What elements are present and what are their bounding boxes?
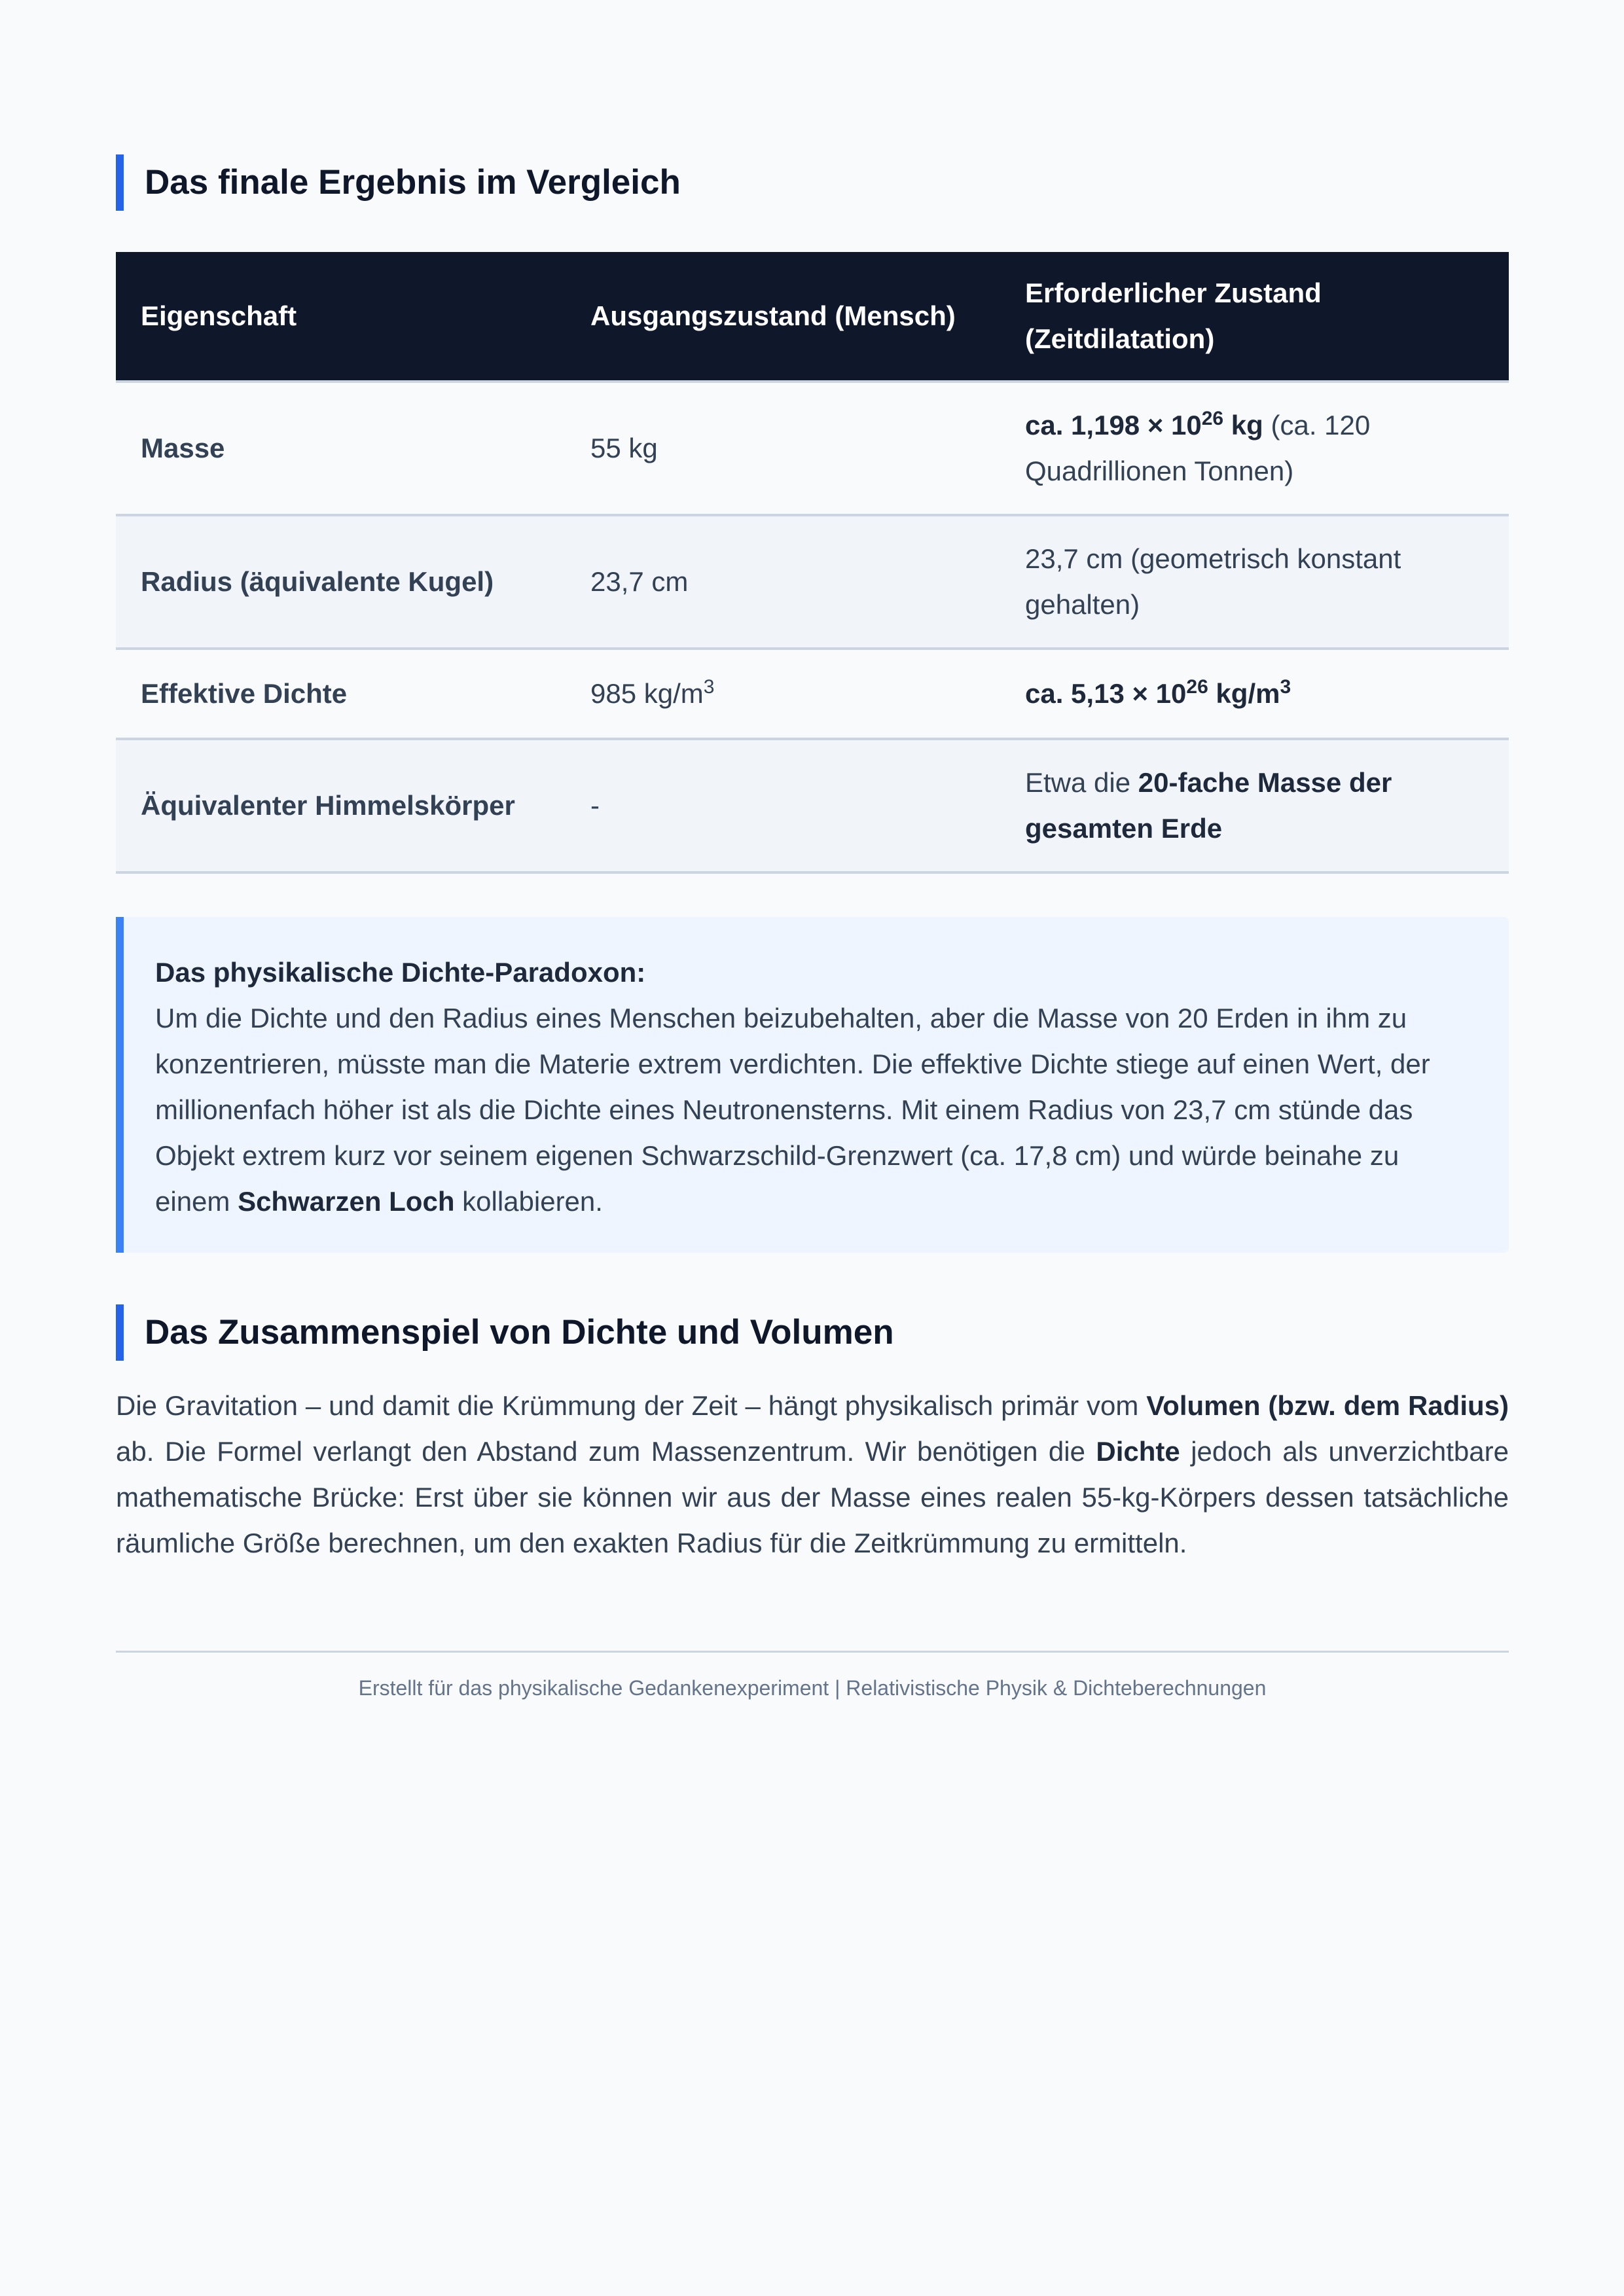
required-mass-note: (ca. 120 Quadrillionen Tonnen) bbox=[1025, 410, 1371, 486]
cell-initial-celestial-body: - bbox=[566, 739, 1000, 872]
paragraph-text: jedoch als unverzichtbare mathematische Brücke: Erst über sie können wir aus der Masse eines realen 55-kg-Körpers dessen tatsächliche räumliche Größe berechnen, um den exakten Radius für die Zeitkrümmung zu ermitteln. bbox=[116, 1436, 1509, 1558]
cell-required-density bbox=[1000, 649, 1509, 739]
table-row bbox=[116, 649, 1509, 739]
row-label-celestial-body: Äquivalenter Himmelskörper bbox=[116, 739, 566, 872]
row-label-radius: Radius (äquivalente Kugel) bbox=[116, 515, 566, 649]
callout-emphasis: Schwarzen Loch bbox=[238, 1186, 455, 1217]
paragraph-text: Die Gravitation – und damit die Krümmung der Zeit – hängt physikalisch primär vom bbox=[116, 1390, 1147, 1421]
footer-divider bbox=[116, 1651, 1509, 1653]
required-density-unit: kg/m bbox=[1208, 678, 1280, 709]
required-celestial-value: 20-fache Masse der gesamten Erde bbox=[1025, 767, 1392, 844]
row-label-mass: Masse bbox=[116, 382, 566, 515]
body-paragraph bbox=[116, 1383, 1509, 1566]
row-label-density: Effektive Dichte bbox=[116, 649, 566, 739]
section-title-comparison bbox=[116, 154, 681, 211]
section-accent-bar bbox=[116, 1304, 124, 1361]
footer-text: Erstellt für das physikalische Gedankenexperiment | Relativistische Physik & Dichteberechnungen bbox=[358, 1676, 1267, 1700]
required-mass-exponent: 26 bbox=[1201, 408, 1224, 429]
required-density-exponent: 26 bbox=[1186, 676, 1208, 698]
section-accent-bar bbox=[116, 154, 124, 211]
table-header-row bbox=[116, 252, 1509, 382]
paragraph-text: ab. Die Formel verlangt den Abstand zum Massenzentrum. Wir benötigen die bbox=[116, 1436, 1096, 1467]
paragraph-emphasis-density: Dichte bbox=[1096, 1436, 1180, 1467]
cell-required-radius: 23,7 cm (geometrisch konstant gehalten) bbox=[1000, 515, 1509, 649]
cell-initial-mass: 55 kg bbox=[566, 382, 1000, 515]
required-mass-value: ca. 1,198 × 10 bbox=[1025, 410, 1202, 440]
initial-density-exponent: 3 bbox=[703, 676, 715, 698]
callout-title: Das physikalische Dichte-Paradoxon: bbox=[155, 957, 646, 988]
table-header-property: Eigenschaft bbox=[116, 252, 566, 382]
table-header-initial: Ausgangszustand (Mensch) bbox=[566, 252, 1000, 382]
cell-required-mass bbox=[1000, 382, 1509, 515]
paradox-callout bbox=[116, 917, 1509, 1253]
callout-text-end: kollabieren. bbox=[454, 1186, 603, 1217]
cell-initial-radius: 23,7 cm bbox=[566, 515, 1000, 649]
callout-text: Um die Dichte und den Radius eines Menschen beizubehalten, aber die Masse von 20 Erden in ihm zu konzentrieren, müsste man die Materie extrem verdichten. Die effektive Dichte stiege auf einen Wert, der millionenfach höher ist als die Dichte eines Neutronensterns. Mit einem Radius von 23,7 cm stünde das Objekt extrem kurz vor seinem eigenen Schwarzschild-Grenzwert (ca. 17,8 cm) und würde beinahe zu einem bbox=[155, 1003, 1430, 1217]
cell-required-celestial-body bbox=[1000, 739, 1509, 872]
required-density-value: ca. 5,13 × 10 bbox=[1025, 678, 1187, 709]
table-header-required: Erforderlicher Zustand (Zeitdilatation) bbox=[1000, 252, 1509, 382]
table-row bbox=[116, 515, 1509, 649]
table-row bbox=[116, 739, 1509, 872]
cell-initial-density bbox=[566, 649, 1000, 739]
section-title-text: Das finale Ergebnis im Vergleich bbox=[145, 163, 681, 202]
required-celestial-prefix: Etwa die bbox=[1025, 767, 1138, 798]
paragraph-emphasis-volume: Volumen (bzw. dem Radius) bbox=[1146, 1390, 1509, 1421]
table-row bbox=[116, 382, 1509, 515]
required-density-unit-exponent: 3 bbox=[1280, 676, 1291, 698]
section-title-density-volume bbox=[116, 1304, 894, 1361]
comparison-table bbox=[116, 252, 1509, 874]
required-mass-unit: kg bbox=[1223, 410, 1263, 440]
initial-density-value: 985 kg/m bbox=[590, 678, 704, 709]
section-title-text: Das Zusammenspiel von Dichte und Volumen bbox=[145, 1313, 894, 1352]
